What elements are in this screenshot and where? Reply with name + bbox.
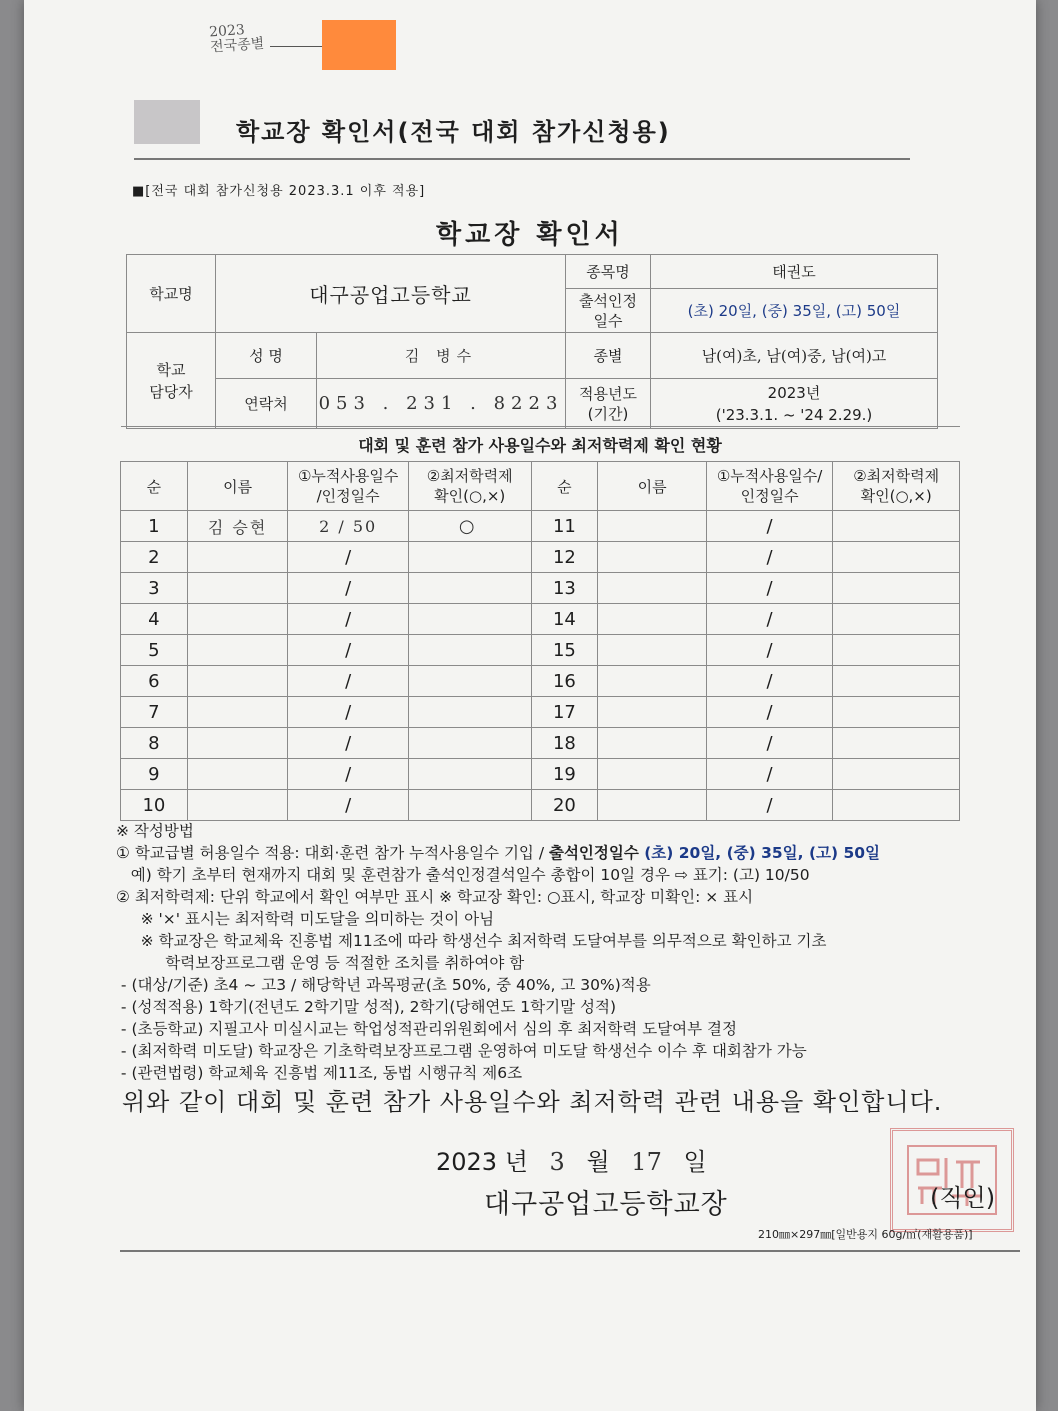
table-row bbox=[121, 511, 960, 542]
table-row bbox=[121, 759, 960, 790]
instruction-line-11: - (관련법령) 학교체육 진흥법 제11조, 동법 시행규칙 제6조 bbox=[116, 1064, 523, 1082]
row-days: / bbox=[706, 542, 832, 573]
row-days: / bbox=[288, 728, 409, 759]
instruction-line-6: 학력보장프로그램 운영 등 적절한 조치를 취하여야 함 bbox=[116, 954, 525, 972]
row-seq: 16 bbox=[531, 666, 598, 697]
table-row bbox=[121, 604, 960, 635]
row-seq: 17 bbox=[531, 697, 598, 728]
date-year: 2023 bbox=[436, 1148, 498, 1176]
row-seq: 18 bbox=[531, 728, 598, 759]
row-days: / bbox=[706, 790, 832, 821]
year-label-line2: (기간) bbox=[587, 404, 629, 423]
header-seq-left: 순 bbox=[121, 462, 188, 511]
row-check bbox=[833, 790, 960, 821]
instruction-line-10: - (최저학력 미도달) 학교장은 기초학력보장프로그램 운영하여 미도달 학생선수 이수 후 대회참가 가능 bbox=[116, 1042, 807, 1060]
row-name bbox=[598, 542, 707, 573]
category-value: 남(여)초, 남(여)중, 남(여)고 bbox=[651, 333, 938, 379]
instruction-line-7: - (대상/기준) 초4 ~ 고3 / 해당학년 과목평균(초 50%, 중 40%, 고 30%)적용 bbox=[116, 976, 651, 994]
row-name bbox=[187, 604, 288, 635]
paper-spec-footer: 210㎜×297㎜[일반용지 60g/㎡(재활용품)] bbox=[758, 1228, 973, 1241]
row-seq: 12 bbox=[531, 542, 598, 573]
status-table-caption: 대회 및 훈련 참가 사용일수와 최저학력제 확인 현황 bbox=[121, 427, 960, 462]
header-divider bbox=[134, 158, 910, 160]
handwritten-note bbox=[209, 19, 312, 66]
date-month-unit: 월 bbox=[586, 1148, 610, 1176]
instruction-line-3: ② 최저학력제: 단위 학교에서 확인 여부만 표시 ※ 학교장 확인: ○표시, 학교장 미확인: × 표시 bbox=[116, 888, 754, 906]
row-check bbox=[408, 542, 531, 573]
row-name bbox=[598, 604, 707, 635]
row-days: / bbox=[288, 790, 409, 821]
row-check bbox=[833, 573, 960, 604]
row-check bbox=[408, 666, 531, 697]
row-days: / bbox=[706, 759, 832, 790]
row-check bbox=[833, 666, 960, 697]
row-name bbox=[598, 635, 707, 666]
instruction-line-9: - (초등학교) 지필고사 미실시교는 학업성적관리위원회에서 심의 후 최저학력 도달여부 결정 bbox=[116, 1020, 737, 1038]
seal-label: (직인) bbox=[930, 1184, 996, 1212]
instruction-line-8: - (성적적용) 1학기(전년도 2학기말 성적), 2학기(당해연도 1학기말 성적) bbox=[116, 998, 616, 1016]
row-name bbox=[598, 666, 707, 697]
instructions bbox=[116, 820, 996, 1084]
year-label bbox=[566, 379, 651, 429]
name-label: 성 명 bbox=[216, 333, 317, 379]
row-seq: 10 bbox=[121, 790, 188, 821]
header-gray-box bbox=[134, 100, 200, 144]
instruction-line-1 bbox=[116, 842, 996, 864]
row-days: / bbox=[288, 604, 409, 635]
date-line bbox=[436, 1142, 707, 1177]
info-table bbox=[126, 254, 938, 429]
attendance-label-line2: 일수 bbox=[593, 311, 623, 330]
manager-label-line1: 학교 bbox=[156, 360, 186, 379]
instruction-line-1b: 출석인정일수 bbox=[548, 844, 639, 862]
instructions-heading: ※ 작성방법 bbox=[116, 822, 194, 840]
row-days: / bbox=[706, 697, 832, 728]
handwritten-text: 전국종별 bbox=[209, 35, 265, 56]
row-check bbox=[833, 542, 960, 573]
row-seq: 4 bbox=[121, 604, 188, 635]
confirmation-statement: 위와 같이 대회 및 훈련 참가 사용일수와 최저학력 관련 내용을 확인합니다. bbox=[122, 1088, 943, 1116]
row-check bbox=[408, 573, 531, 604]
row-name bbox=[598, 759, 707, 790]
row-check bbox=[408, 604, 531, 635]
form-title: 학교장 확인서 bbox=[436, 220, 624, 250]
row-days: / bbox=[288, 697, 409, 728]
contact-value: 053 . 231 . 8223 bbox=[317, 379, 566, 429]
row-check bbox=[833, 635, 960, 666]
date-year-unit: 년 bbox=[504, 1148, 528, 1176]
row-seq: 3 bbox=[121, 573, 188, 604]
row-seq: 20 bbox=[531, 790, 598, 821]
row-seq: 6 bbox=[121, 666, 188, 697]
row-seq: 5 bbox=[121, 635, 188, 666]
handwritten-year: 2023 bbox=[208, 22, 246, 41]
sport-label: 종목명 bbox=[566, 255, 651, 289]
row-name bbox=[598, 728, 707, 759]
row-name bbox=[187, 697, 288, 728]
signatory: 대구공업고등학교장 bbox=[484, 1189, 728, 1220]
header-days-right: ①누적사용일수/ 인정일수 bbox=[706, 462, 832, 511]
row-days: 2 / 50 bbox=[288, 511, 409, 542]
row-seq: 11 bbox=[531, 511, 598, 542]
attendance-label-line1: 출석인정 bbox=[579, 291, 637, 310]
row-check: ○ bbox=[408, 511, 531, 542]
header-seq-right: 순 bbox=[531, 462, 598, 511]
row-check bbox=[408, 790, 531, 821]
attendance-days-value: (초) 20일, (중) 35일, (고) 50일 bbox=[651, 289, 938, 333]
table-row bbox=[121, 666, 960, 697]
row-days: / bbox=[706, 573, 832, 604]
instruction-line-5: ※ 학교장은 학교체육 진흥법 제11조에 따라 학생선수 최저학력 도달여부를 의무적으로 확인하고 기초 bbox=[116, 932, 827, 950]
school-name-value: 대구공업고등학교 bbox=[216, 255, 566, 333]
row-check bbox=[833, 697, 960, 728]
instruction-line-2: 예) 학기 초부터 현재까지 대회 및 훈련참가 출석인정결석일수 총합이 10일 경우 ⇨ 표기: (고) 10/50 bbox=[116, 866, 810, 884]
row-check bbox=[833, 604, 960, 635]
row-check bbox=[833, 511, 960, 542]
manager-label-line2: 담당자 bbox=[149, 382, 193, 401]
row-name bbox=[187, 666, 288, 697]
footer-divider bbox=[120, 1250, 1020, 1252]
main-title: 학교장 확인서(전국 대회 참가신청용) bbox=[236, 118, 671, 146]
row-name bbox=[187, 635, 288, 666]
row-name bbox=[598, 697, 707, 728]
contact-label: 연락처 bbox=[216, 379, 317, 429]
row-days: / bbox=[706, 728, 832, 759]
instruction-line-1a: ① 학교급별 허용일수 적용: 대회·훈련 참가 누적사용일수 기입 / bbox=[116, 844, 549, 862]
row-seq: 9 bbox=[121, 759, 188, 790]
row-check bbox=[408, 759, 531, 790]
header-check-left: ②최저학력제 확인(○,×) bbox=[408, 462, 531, 511]
row-seq: 1 bbox=[121, 511, 188, 542]
row-name bbox=[187, 759, 288, 790]
table-row bbox=[121, 573, 960, 604]
row-name: 김 승현 bbox=[187, 511, 288, 542]
row-days: / bbox=[706, 511, 832, 542]
orange-sticky-note bbox=[322, 20, 396, 70]
table-row bbox=[121, 697, 960, 728]
row-name bbox=[598, 573, 707, 604]
row-seq: 14 bbox=[531, 604, 598, 635]
row-seq: 8 bbox=[121, 728, 188, 759]
school-name-label: 학교명 bbox=[127, 255, 216, 333]
sub-note: ■[전국 대회 참가신청용 2023.3.1 이후 적용] bbox=[132, 184, 426, 199]
row-days: / bbox=[288, 635, 409, 666]
year-label-line1: 적용년도 bbox=[579, 384, 637, 403]
table-row bbox=[121, 790, 960, 821]
row-seq: 2 bbox=[121, 542, 188, 573]
row-days: / bbox=[288, 573, 409, 604]
table-row bbox=[121, 728, 960, 759]
row-check bbox=[408, 635, 531, 666]
sport-value: 태권도 bbox=[651, 255, 938, 289]
row-seq: 15 bbox=[531, 635, 598, 666]
row-days: / bbox=[288, 666, 409, 697]
table-row bbox=[121, 542, 960, 573]
status-table bbox=[120, 426, 960, 821]
header-name-left: 이름 bbox=[187, 462, 288, 511]
table-row bbox=[121, 635, 960, 666]
row-name bbox=[187, 573, 288, 604]
name-value: 김 병수 bbox=[317, 333, 566, 379]
row-name bbox=[187, 790, 288, 821]
year-value: 2023년 bbox=[767, 383, 821, 402]
row-days: / bbox=[706, 666, 832, 697]
row-check bbox=[408, 697, 531, 728]
date-day-unit: 일 bbox=[683, 1148, 707, 1176]
header-check-right: ②최저학력제 확인(○,×) bbox=[833, 462, 960, 511]
row-seq: 19 bbox=[531, 759, 598, 790]
row-name bbox=[598, 790, 707, 821]
row-seq: 7 bbox=[121, 697, 188, 728]
category-label: 종별 bbox=[566, 333, 651, 379]
handwritten-underline bbox=[270, 46, 330, 47]
row-days: / bbox=[706, 604, 832, 635]
row-name bbox=[187, 728, 288, 759]
date-day: 17 bbox=[631, 1148, 662, 1176]
row-days: / bbox=[288, 759, 409, 790]
header-name-right: 이름 bbox=[598, 462, 707, 511]
instruction-line-1c: (초) 20일, (중) 35일, (고) 50일 bbox=[638, 844, 881, 862]
row-days: / bbox=[706, 635, 832, 666]
row-check bbox=[833, 759, 960, 790]
header-days-left: ①누적사용일수 /인정일수 bbox=[288, 462, 409, 511]
year-value-cell bbox=[651, 379, 938, 429]
date-month: 3 bbox=[549, 1148, 565, 1176]
row-check bbox=[408, 728, 531, 759]
instruction-line-4: ※ '×' 표시는 최저학력 미도달을 의미하는 것이 아님 bbox=[116, 910, 495, 928]
row-name bbox=[187, 542, 288, 573]
row-seq: 13 bbox=[531, 573, 598, 604]
period-value: ('23.3.1. ~ '24 2.29.) bbox=[715, 405, 873, 424]
row-check bbox=[833, 728, 960, 759]
attendance-label bbox=[566, 289, 651, 333]
manager-label bbox=[127, 333, 216, 429]
row-days: / bbox=[288, 542, 409, 573]
row-name bbox=[598, 511, 707, 542]
